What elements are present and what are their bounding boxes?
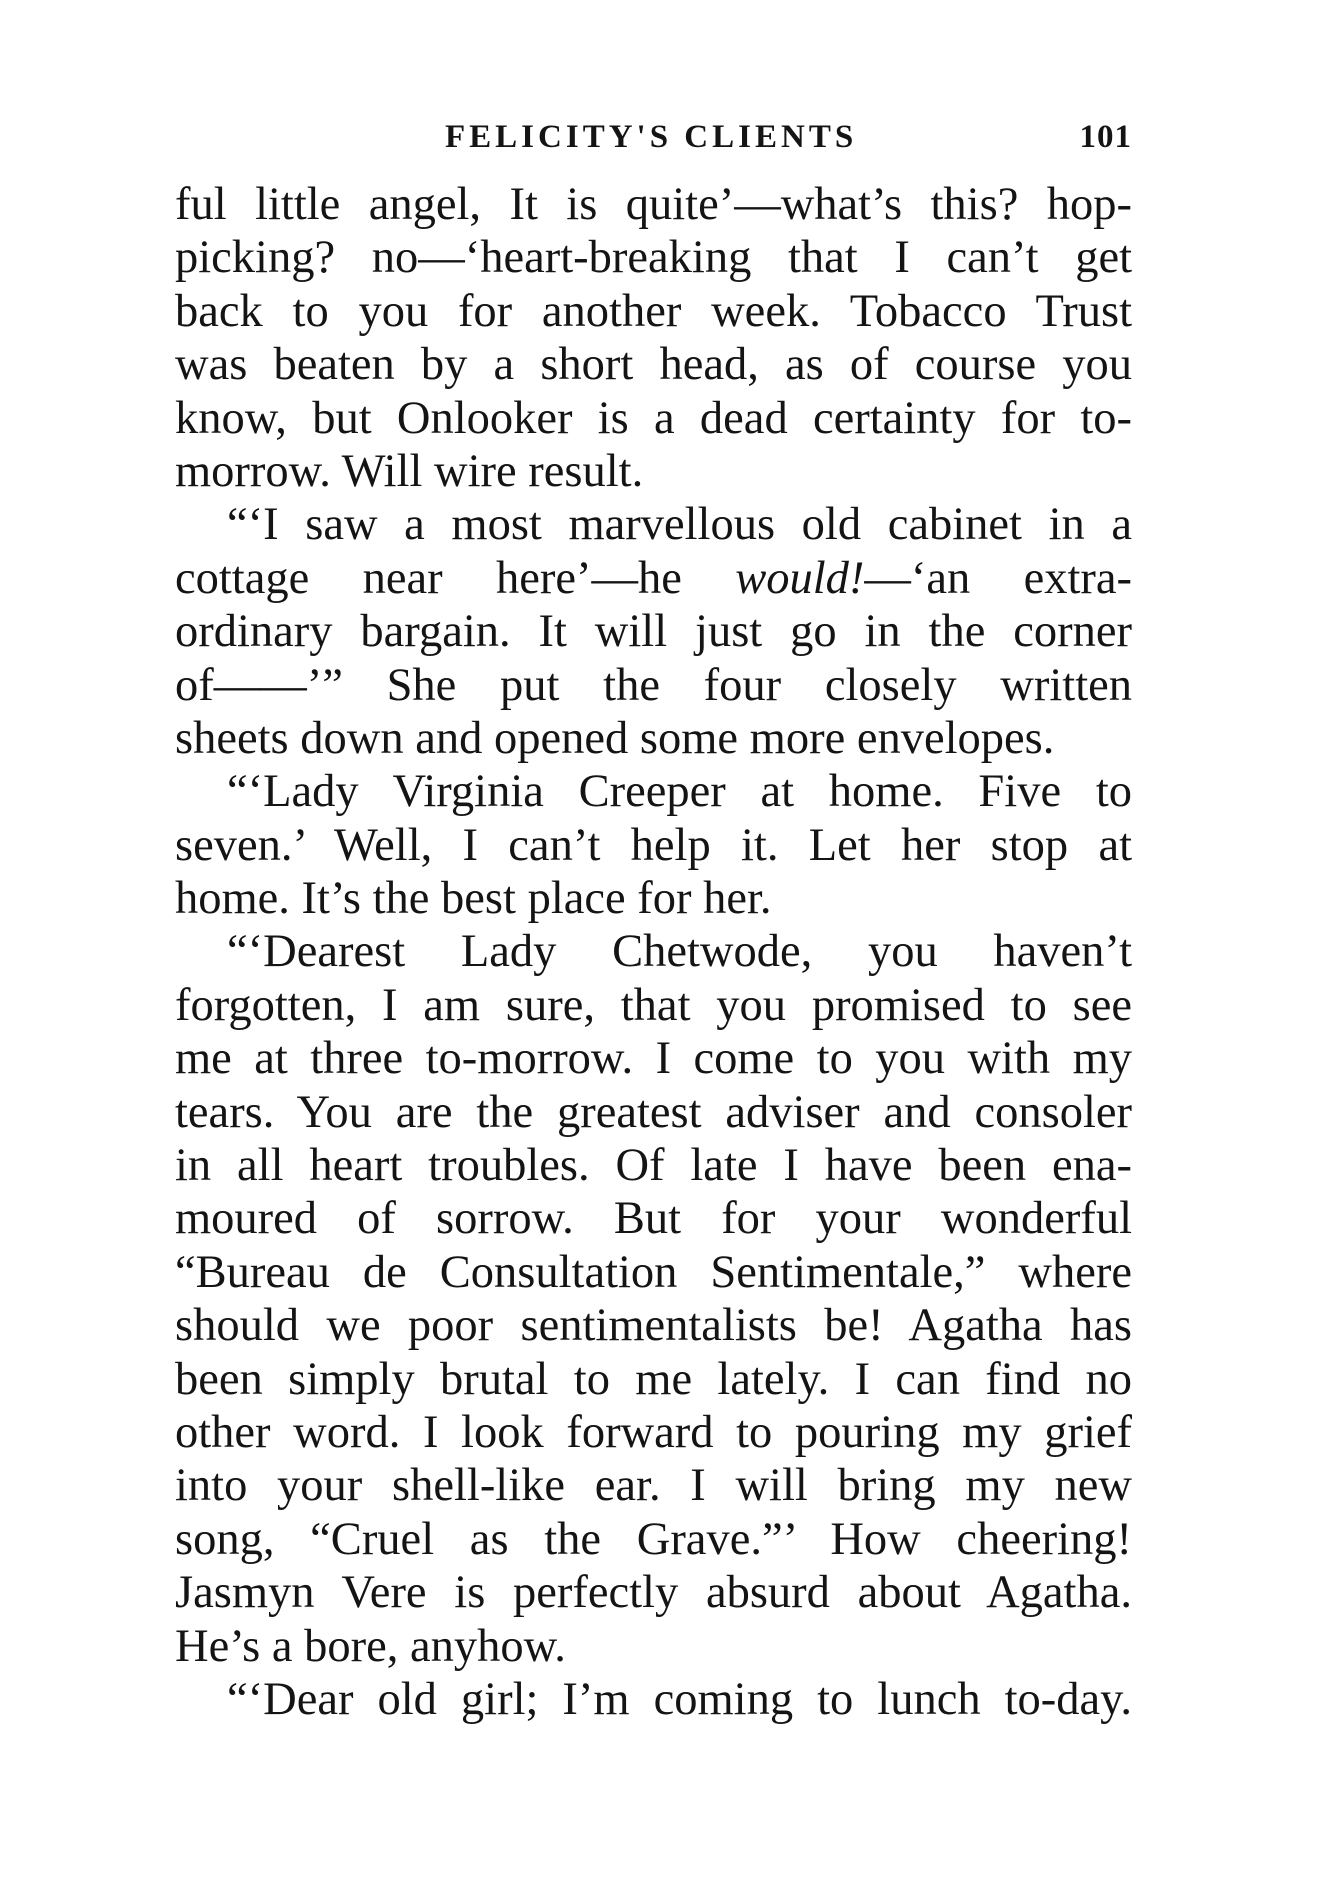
body-text [175, 178, 1132, 1726]
text-line: in all heart troubles. Of late I have been ena- [175, 1140, 1132, 1192]
text-line: “‘Dearest Lady Chetwode, you haven’t [227, 926, 1132, 978]
text-line: ful little angel, It is quite’—what’s this? hop- [175, 179, 1132, 230]
text-line: picking? no—‘heart-breaking that I can’t get [175, 232, 1132, 284]
text-line: Jasmyn Vere is perfectly absurd about Agatha. [175, 1567, 1132, 1619]
text-line-mixed [175, 552, 1132, 605]
text-line: forgotten, I am sure, that you promised to see [175, 979, 1132, 1031]
italic-emphasis: would! [735, 552, 865, 604]
text-line: back to you for another week. Tobacco Trust [175, 285, 1132, 337]
text-line: He’s a bore, anyhow. [175, 1620, 566, 1672]
text-line: been simply brutal to me lately. I can find no [175, 1353, 1132, 1405]
text-segment: —‘an extra- [864, 552, 1132, 604]
text-segment: cottage near here’—he [175, 552, 736, 604]
text-line: into your shell-like ear. I will bring my new [175, 1460, 1132, 1512]
text-line: seven.’ Well, I can’t help it. Let her stop at [175, 819, 1132, 871]
running-head [175, 112, 1132, 162]
text-line: song, “Cruel as the Grave.”’ How cheering! [175, 1513, 1132, 1565]
text-line: “‘Lady Virginia Creeper at home. Five to [227, 766, 1132, 818]
text-line: sheets down and opened some more envelopes. [175, 712, 1055, 764]
running-head-title: FELICITY'S CLIENTS [445, 119, 858, 155]
text-line: me at three to-morrow. I come to you with my [175, 1033, 1132, 1085]
text-line: “Bureau de Consultation Sentimentale,” where [175, 1246, 1132, 1298]
page-number: 101 [1079, 119, 1132, 155]
text-line: know, but Onlooker is a dead certainty for to- [175, 392, 1132, 444]
text-line: “‘I saw a most marvellous old cabinet in a [227, 499, 1132, 551]
text-line: ordinary bargain. It will just go in the corner [175, 606, 1132, 658]
text-line: should we poor sentimentalists be! Agatha has [175, 1300, 1132, 1352]
text-line: moured of sorrow. But for your wonderful [175, 1193, 1132, 1245]
text-line: other word. I look forward to pouring my grief [175, 1406, 1132, 1458]
text-line: of——’” She put the four closely written [175, 659, 1132, 711]
text-line: tears. You are the greatest adviser and consoler [175, 1086, 1132, 1138]
text-line: morrow. Will wire result. [175, 445, 644, 497]
text-line: “‘Dear old girl; I’m coming to lunch to-day. [227, 1673, 1132, 1725]
text-line: was beaten by a short head, as of course you [175, 339, 1132, 391]
text-line: home. It’s the best place for her. [175, 873, 772, 925]
